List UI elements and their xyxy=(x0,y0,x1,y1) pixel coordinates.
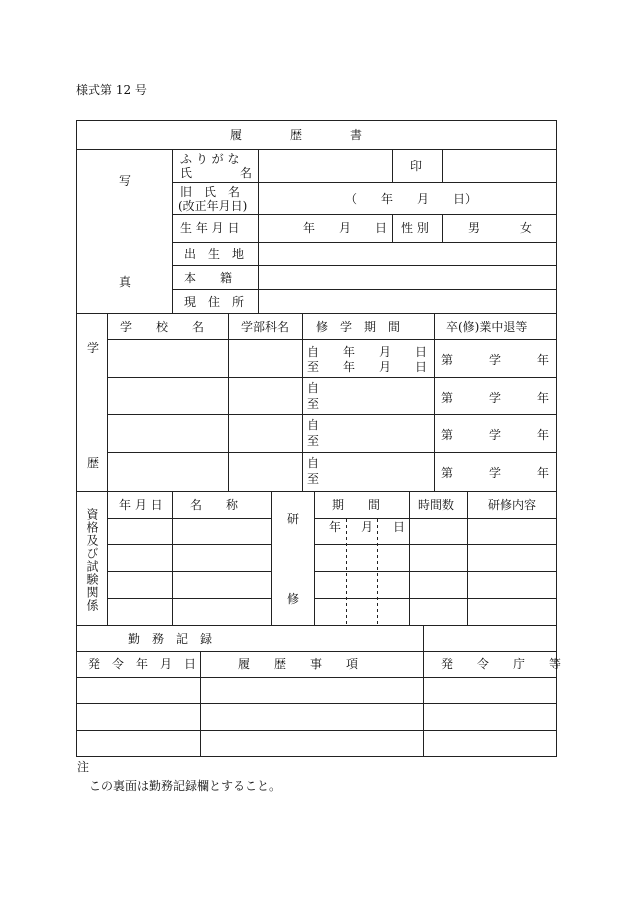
edu-row2-grade: 第 学 年 xyxy=(441,391,549,405)
edu-row3-grade: 第 学 年 xyxy=(441,428,549,442)
seal-label: 印 xyxy=(410,159,423,173)
name-label: 氏 名 xyxy=(180,166,253,180)
qual-date-header: 年 月 日 xyxy=(119,498,163,512)
school-name-header: 学 校 名 xyxy=(120,320,205,334)
grade-suffix: 年 xyxy=(536,353,549,367)
edu-row4-to: 至 xyxy=(307,472,320,486)
appointment-date-header: 発 令 年 月 日 xyxy=(88,657,197,671)
birthplace-field[interactable] xyxy=(259,243,556,265)
address-field[interactable] xyxy=(259,290,556,313)
training-label-bottom: 修 xyxy=(287,592,300,606)
sex-label: 性 別 xyxy=(401,221,429,235)
graduation-status-header: 卒(修)業中退等 xyxy=(446,320,528,334)
grade-prefix: 第 xyxy=(441,353,454,367)
old-name-label: 旧 氏 名 xyxy=(180,185,241,199)
edu-row2-to: 至 xyxy=(307,397,320,411)
form-number: 様式第 12 号 xyxy=(76,83,147,97)
hours-header: 時間数 xyxy=(418,498,455,512)
birth-date-value: 年 月 日 xyxy=(303,221,388,235)
honseki-field[interactable] xyxy=(259,266,556,289)
seal-field[interactable] xyxy=(443,150,556,182)
photo-label-bottom: 真 xyxy=(119,275,132,289)
note-text: この裏面は勤務記録欄とすること。 xyxy=(89,779,282,793)
study-period-header: 修 学 期 間 xyxy=(316,320,401,334)
edu-row4-grade: 第 学 年 xyxy=(441,466,549,480)
qualifications-label: 資格及び試験関係 xyxy=(85,508,99,612)
edu-row2-from: 自 xyxy=(307,381,320,395)
history-items-header: 履 歴 事 項 xyxy=(238,657,359,671)
faculty-header: 学部科名 xyxy=(241,320,290,334)
old-name-date: （ 年 月 日） xyxy=(345,192,478,206)
education-label-bottom: 歴 xyxy=(87,456,100,470)
training-period-header: 期 間 xyxy=(332,498,381,512)
sex-female-option[interactable]: 女 xyxy=(520,221,533,235)
edu-row1-from: 自 年 月 日 xyxy=(307,345,428,359)
sex-male-option[interactable]: 男 xyxy=(468,221,481,235)
note-label: 注 xyxy=(77,760,90,774)
name-field[interactable] xyxy=(259,150,392,182)
birthplace-label: 出 生 地 xyxy=(184,247,245,261)
training-label-top: 研 xyxy=(287,512,300,526)
qual-name-header: 名 称 xyxy=(190,498,239,512)
edu-row1-to: 至 年 月 日 xyxy=(307,360,428,374)
edu-row1-grade xyxy=(441,351,549,368)
education-label-top: 学 xyxy=(87,341,100,355)
grade-mid: 学 xyxy=(488,353,501,367)
photo-label-top: 写 xyxy=(119,174,132,188)
old-name-sub-label: (改正年月日) xyxy=(178,199,248,213)
period-month: 月 xyxy=(361,520,374,534)
address-label: 現 住 所 xyxy=(184,295,245,309)
period-day: 日 xyxy=(393,520,406,534)
honseki-label: 本 籍 xyxy=(184,271,233,285)
furigana-label: ふ り が な xyxy=(180,152,240,166)
edu-row3-to: 至 xyxy=(307,434,320,448)
period-year: 年 xyxy=(329,520,342,534)
work-record-title: 勤 務 記 録 xyxy=(128,632,213,646)
edu-row3-from: 自 xyxy=(307,418,320,432)
training-content-header: 研修内容 xyxy=(488,498,537,512)
form-title: 履 歴 書 xyxy=(230,128,363,142)
birth-date-label: 生 年 月 日 xyxy=(180,221,240,235)
edu-row4-from: 自 xyxy=(307,456,320,470)
appointing-office-header: 発 令 庁 等 xyxy=(441,657,562,671)
